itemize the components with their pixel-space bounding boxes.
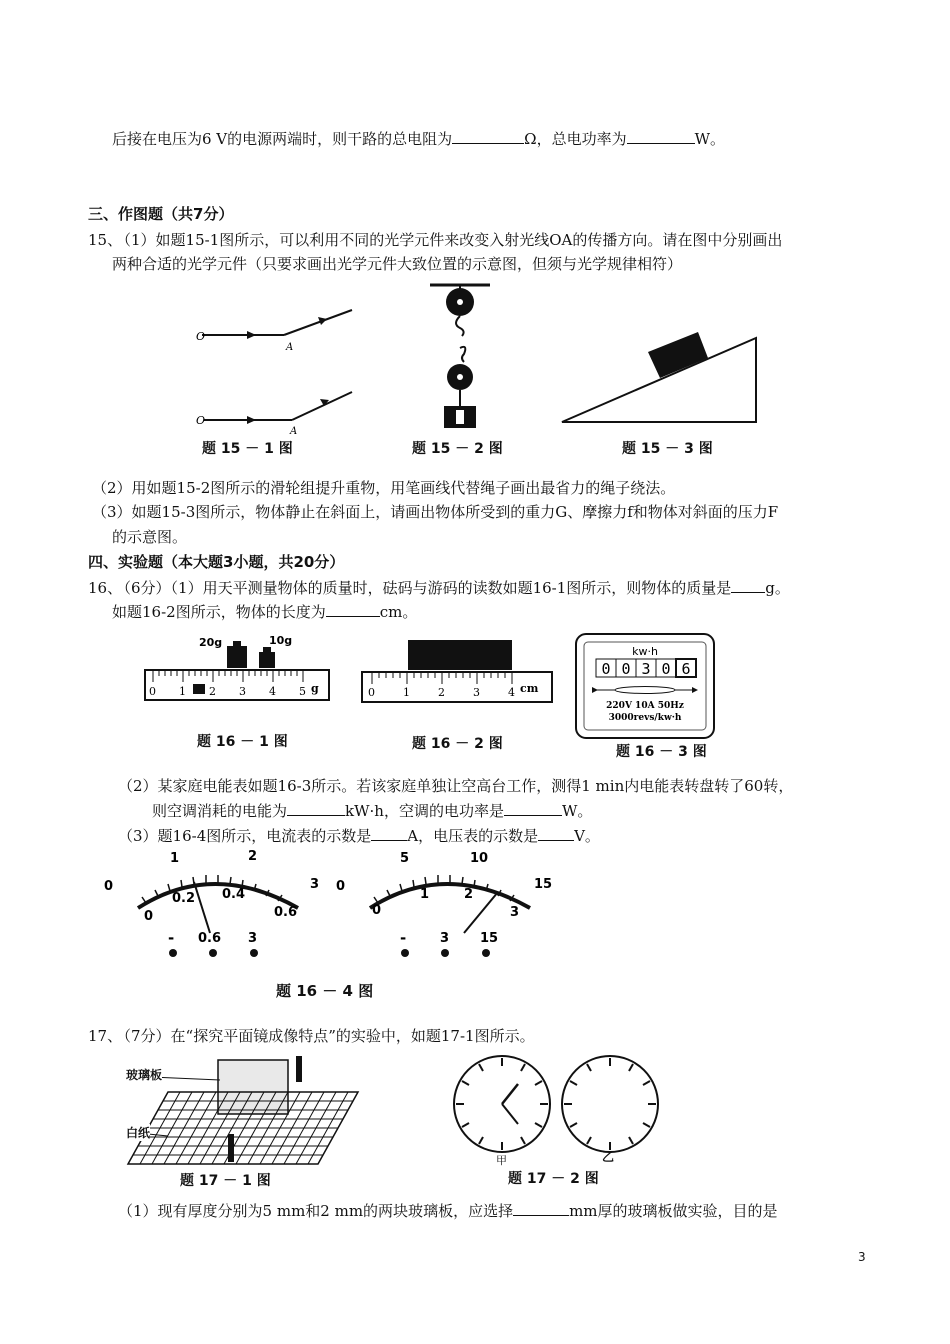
tick-label: 3 [473,686,480,699]
q16-number: 16、 [88,579,123,597]
figure-caption: 题 17 － 1 图 [180,1173,271,1189]
figure-16-3 [574,632,718,744]
tick-label: g [311,682,319,695]
answer-blank[interactable] [326,602,380,617]
q16-p3 [118,825,600,846]
answer-blank[interactable] [504,801,562,816]
label-glass-plate: 玻璃板 [126,1068,163,1082]
figure-caption: 题 15 － 1 图 [202,441,293,457]
page-number: 3 [858,1250,866,1264]
meter-digit: 3 [641,660,651,678]
q17-text: mm厚的玻璃板做实验，目的是 [569,1202,778,1220]
tick-label: 4 [269,685,276,698]
q16-text: （3）题16-4图所示，电流表的示数是 [118,827,372,845]
q17-text: （1）现有厚度分别为5 mm和2 mm的两块玻璃板，应选择 [118,1202,514,1220]
scale-label: 0 [104,879,114,894]
meter-digit: 0 [601,660,611,678]
q15-p3-line1: （3）如题15-3图所示，物体静止在斜面上，请画出物体所受到的重力G、摩擦力f和物体对斜面的压力F [92,503,779,521]
tick-label: 4 [508,686,515,699]
figure-caption: 题 16 － 3 图 [616,744,707,760]
scale-label: 1 [420,887,430,902]
figure-caption: 题 17 － 2 图 [508,1171,599,1187]
label-a: A [290,426,298,437]
tick-label: 2 [438,686,445,699]
figure-caption: 题 16 － 2 图 [412,736,503,752]
scale-label: 2 [464,887,474,902]
q16-text: V。 [574,827,600,845]
scale-label: 0.4 [222,887,246,902]
figure-caption: 题 15 － 3 图 [622,441,713,457]
q15-p1-line1: （1）如题15-1图所示，可以利用不同的光学元件来改变入射光线OA的传播方向。请在图中分别画出 [116,231,783,249]
figure-16-4-ammeter [98,848,328,973]
scale-label: 0 [336,879,346,894]
q16-text-1b: g。 [765,579,790,597]
q16-text: A，电压表的示数是 [407,827,539,845]
q15-p2: （2）用如题15-2图所示的滑轮组提升重物，用笔画线代替绳子画出最省力的绳子绕法。 [92,479,676,497]
answer-blank[interactable] [513,1201,569,1216]
q16-p2-line2 [152,800,592,821]
clock-label-b: 乙 [602,1150,615,1164]
tick-label: 5 [299,685,306,698]
q16-line1 [116,577,790,598]
terminal-label: 3 [440,931,450,946]
scale-label: 3 [510,905,520,920]
tick-label: 1 [403,686,410,699]
tick-label: 0 [368,686,375,699]
section-heading-drawing: 三、作图题（共7分） [88,205,234,223]
figure-17-1 [128,1052,368,1172]
label-o: O [196,330,206,343]
q16-line2 [112,601,417,622]
scale-label: 0 [144,909,154,924]
figure-15-3 [560,330,760,425]
figure-15-2 [430,282,490,432]
tick-label: 2 [209,685,216,698]
q16-text: W。 [561,802,593,820]
q17-line1: （7分）在“探究平面镜成像特点”的实验中，如题17-1图所示。 [116,1027,535,1045]
scale-label: 3 [310,877,320,892]
terminal-minus: - [400,929,407,947]
meter-unit: kw·h [632,645,658,658]
scale-label: 5 [400,851,410,866]
tick-label: 1 [179,685,186,698]
terminal-minus: - [168,929,175,947]
label-o: O [196,414,206,427]
terminal-label: 3 [248,931,258,946]
scale-label: 10 [470,851,489,866]
q16-text-2b: cm。 [379,603,418,621]
scale-label: 0.2 [172,891,196,906]
q15-p3-line2: 的示意图。 [112,528,188,546]
answer-blank[interactable] [627,129,695,144]
terminal-label: 15 [480,931,499,946]
answer-blank[interactable] [538,826,574,841]
q14-text-1: 后接在电压为6 V的电源两端时，则干路的总电阻为 [112,130,453,148]
q14-text-3: W。 [694,130,726,148]
meter-digit: 0 [621,660,631,678]
q15-p1-line2: 两种合适的光学元件（只要求画出光学元件大致位置的示意图，但须与光学规律相符） [112,255,683,273]
clock-label-a: 甲 [496,1154,507,1167]
weight-20g: 20g [199,636,223,649]
figure-16-1 [143,632,333,702]
label-a: A [286,342,294,353]
scale-label: 1 [170,851,180,866]
answer-blank[interactable] [371,826,407,841]
q15-number: 15、 [88,231,123,249]
q17-p1 [118,1200,778,1221]
answer-blank[interactable] [731,578,765,593]
weight-10g: 10g [269,634,293,647]
figure-17-2 [450,1052,670,1162]
figure-caption: 题 15 － 2 图 [412,441,503,457]
figure-16-4-voltmeter [330,848,560,973]
terminal-label: 0.6 [198,931,222,946]
scale-label: 0.6 [274,905,298,920]
scale-label: 2 [248,849,258,864]
q16-text: kW·h，空调的电功率是 [345,802,504,820]
q14-tail-line [112,128,725,149]
q16-p2-line1: （2）某家庭电能表如题16-3所示。若该家庭单独让空高台工作，测得1 min内电能表转盘转了60转， [118,777,794,795]
figure-caption: 题 16 － 4 图 [276,982,374,1000]
tick-label: 3 [239,685,246,698]
meter-digit: 0 [661,660,671,678]
tick-label: 0 [149,685,156,698]
q16-text-2a: 如题16-2图所示，物体的长度为 [112,603,326,621]
figure-caption: 题 16 － 1 图 [197,734,288,750]
q16-text-1a: （6分）（1）用天平测量物体的质量时，砝码与游码的读数如题16-1图所示，则物体的质量是 [116,579,732,597]
tick-label: cm [520,682,539,695]
meter-spec: 220V 10A 50Hz [606,701,684,711]
meter-spec: 3000revs/kw·h [608,713,682,723]
q16-text: 则空调消耗的电能为 [152,802,288,820]
scale-label: 15 [534,877,553,892]
q17-number: 17、 [88,1027,123,1045]
figure-16-2 [360,638,555,708]
answer-blank[interactable] [287,801,345,816]
label-white-paper: 白纸 [126,1126,151,1140]
q14-text-2: Ω，总电功率为 [524,130,627,148]
figure-15-1 [192,300,362,440]
answer-blank[interactable] [452,129,524,144]
meter-digit: 6 [681,660,691,678]
scale-label: 0 [372,903,382,918]
section-heading-experiment: 四、实验题（本大题3小题，共20分） [88,553,345,571]
